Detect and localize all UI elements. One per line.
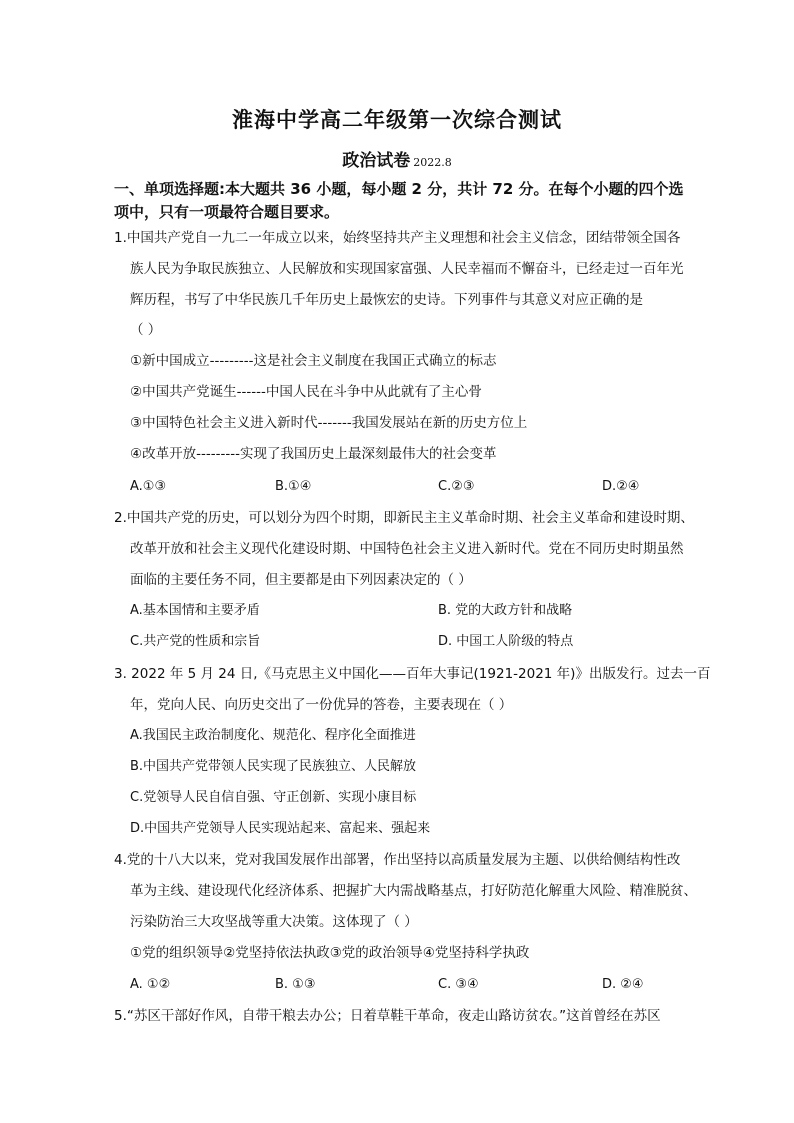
question-text-line: 辉历程，书写了中华民族几千年历史上最恢宏的史诗。下列事件与其意义对应正确的是 (130, 292, 643, 308)
section-heading (114, 178, 714, 224)
option-b: B. ①③ (275, 977, 316, 992)
exam-title: 淮海中学高二年级第一次综合测试 (232, 107, 562, 132)
option-a: A. ①② (130, 977, 171, 992)
option-c: C.共产党的性质和宗旨 (130, 634, 261, 649)
option-b: B.中国共产党带领人民实现了民族独立、人民解放 (130, 759, 417, 774)
question-text-line: 年，党向人民、向历史交出了一份优异的答卷，主要表现在（ ） (130, 697, 513, 713)
option-d: D. ②④ (602, 977, 644, 992)
section-heading-line: 项中，只有一项最符合题目要求。 (114, 203, 340, 221)
question-text-line: 面临的主要任务不同，但主要都是由下列因素决定的（ ） (130, 572, 472, 588)
statement-item: ③中国特色社会主义进入新时代-------我国发展站在新的历史方位上 (130, 415, 528, 431)
answer-bracket: （ ） (130, 322, 162, 338)
question-text-line: 3. 2022 年 5 月 24 日,《马克思主义中国化——百年大事记(1921-2021 年)》出版发行。过去一百 (114, 666, 711, 682)
statement-item: ④改革开放---------实现了我国历史上最深刻最伟大的社会变革 (130, 446, 497, 462)
question-text-line: 污染防治三大攻坚战等重大决策。这体现了（ ） (130, 914, 418, 930)
option-c: C.②③ (438, 479, 475, 494)
question-text-line: 5.“苏区干部好作风，自带干粮去办公；日着草鞋干革命，夜走山路访贫农。”这首曾经在苏区 (114, 1008, 661, 1024)
option-a: A.①③ (130, 479, 167, 494)
option-d: D.②④ (602, 479, 640, 494)
option-a: A.基本国情和主要矛盾 (130, 603, 260, 618)
option-b: B.①④ (275, 479, 312, 494)
statement-item: ①党的组织领导②党坚持依法执政③党的政治领导④党坚持科学执政 (130, 945, 530, 961)
option-c: C.党领导人民自信自强、守正创新、实现小康目标 (130, 790, 417, 805)
question-text-line: 改革开放和社会主义现代化建设时期、中国特色社会主义进入新时代。党在不同历史时期虽然 (130, 541, 684, 557)
option-d: D. 中国工人阶级的特点 (438, 634, 574, 649)
question-text-line: 2.中国共产党的历史，可以划分为四个时期，即新民主主义革命时期、社会主义革命和建设时期、 (114, 510, 694, 526)
option-b: B. 党的大政方针和战略 (438, 603, 573, 618)
option-d: D.中国共产党领导人民实现站起来、富起来、强起来 (130, 821, 431, 836)
question-text-line: 1.中国共产党自一九二一年成立以来，始终坚持共产主义理想和社会主义信念，团结带领全国各 (114, 230, 681, 246)
exam-subtitle (0, 146, 794, 171)
subject-title: 政治试卷 (342, 151, 411, 171)
option-c: C. ③④ (438, 977, 479, 992)
statement-item: ①新中国成立---------这是社会主义制度在我国正式确立的标志 (130, 353, 497, 369)
section-heading-line: 一、单项选择题:本大题共 36 小题，每小题 2 分，共计 72 分。在每个小题的四个选 (114, 180, 684, 198)
question-text-line: 族人民为争取民族独立、人民解放和实现国家富强、人民幸福而不懈奋斗，已经走过一百年光 (130, 261, 684, 277)
option-a: A.我国民主政治制度化、规范化、程序化全面推进 (130, 728, 416, 743)
exam-date: 2022.8 (413, 156, 452, 169)
question-text-line: 4.党的十八大以来，党对我国发展作出部署，作出坚持以高质量发展为主题、以供给侧结构性改 (114, 852, 681, 868)
statement-item: ②中国共产党诞生------中国人民在斗争中从此就有了主心骨 (130, 384, 482, 400)
question-text-line: 革为主线、建设现代化经济体系、把握扩大内需战略基点，打好防范化解重大风险、精准脱贫、 (130, 883, 697, 899)
